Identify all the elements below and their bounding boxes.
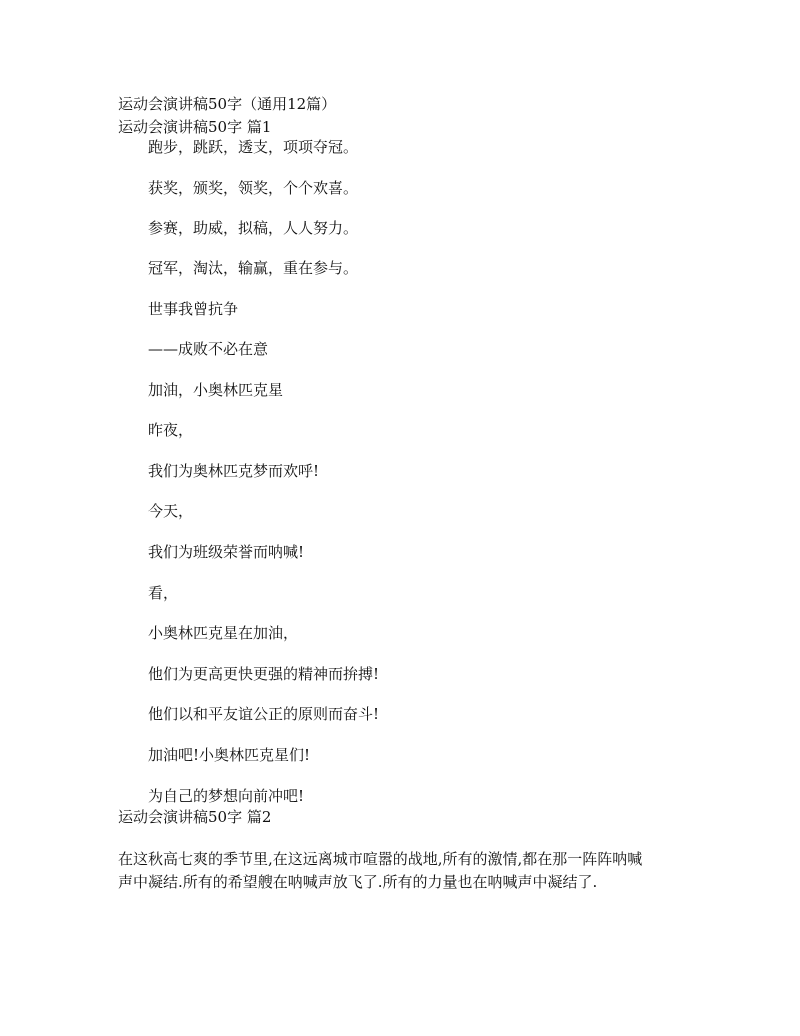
paragraph-line: 我们为班级荣誉而呐喊! bbox=[148, 543, 305, 561]
paragraph-line: 参赛，助威，拟稿，人人努力。 bbox=[148, 219, 359, 237]
section-1-heading: 运动会演讲稿50字 篇1 bbox=[118, 118, 272, 136]
paragraph-line: 跑步，跳跃，透支，项项夺冠。 bbox=[148, 138, 359, 156]
section-2-heading: 运动会演讲稿50字 篇2 bbox=[118, 808, 272, 826]
paragraph-line: 我们为奥林匹克梦而欢呼! bbox=[148, 462, 320, 480]
paragraph-line: 看， bbox=[148, 584, 179, 602]
paragraph-line: 为自己的梦想向前冲吧! bbox=[148, 787, 305, 805]
paragraph-line: ——成败不必在意 bbox=[148, 340, 269, 358]
paragraph-line: 他们以和平友谊公正的原则而奋斗! bbox=[148, 705, 380, 723]
paragraph-line: 昨夜， bbox=[148, 421, 194, 439]
paragraph-line: 小奥林匹克星在加油， bbox=[148, 624, 299, 642]
paragraph-line: 世事我曾抗争 bbox=[148, 300, 239, 318]
paragraph-line: 他们为更高更快更强的精神而拚搏! bbox=[148, 665, 380, 683]
paragraph-line: 今天， bbox=[148, 502, 194, 520]
paragraph-line: 获奖，颁奖，领奖，个个欢喜。 bbox=[148, 179, 359, 197]
paragraph-line: 声中凝结.所有的希望艘在呐喊声放飞了.所有的力量也在呐喊声中凝结了. bbox=[118, 873, 598, 891]
paragraph-line: 冠军，淘汰，输赢，重在参与。 bbox=[148, 259, 359, 277]
paragraph-line: 加油吧!小奥林匹克星们! bbox=[148, 746, 311, 764]
paragraph-line: 在这秋高七爽的季节里,在这远离城市喧嚣的战地,所有的激情,都在那一阵阵呐喊 bbox=[118, 850, 643, 868]
document-title: 运动会演讲稿50字（通用12篇） bbox=[118, 95, 337, 113]
paragraph-line: 加油，小奥林匹克星 bbox=[148, 381, 284, 399]
